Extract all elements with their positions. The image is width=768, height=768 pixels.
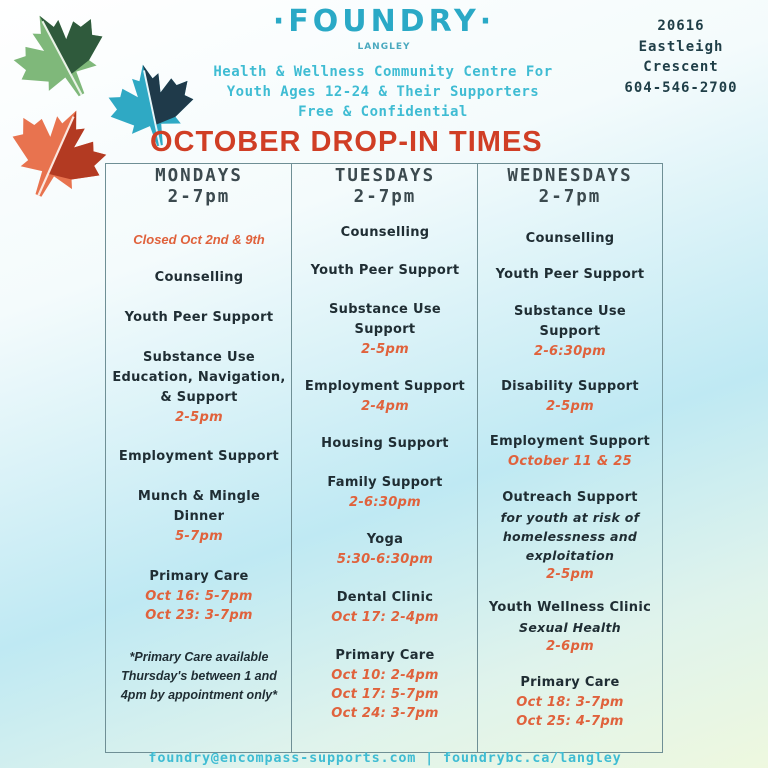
- tuesday-primary-label: Primary Care: [335, 648, 435, 663]
- tuesday-yoga-label: Yoga: [366, 532, 404, 547]
- wednesday-primary-label: Primary Care: [520, 675, 620, 690]
- brand-name: ·FOUNDRY·: [272, 4, 496, 39]
- tuesday-dental-clinic: [292, 588, 478, 627]
- address-block: [596, 16, 766, 98]
- monday-substance-line-2: Education, Navigation,: [112, 370, 286, 385]
- address-number: 20616: [657, 18, 705, 34]
- schedule-grid: [105, 163, 663, 753]
- phone-number: 604-546-2700: [624, 79, 738, 96]
- address-street-1: Eastleigh: [638, 38, 724, 55]
- tuesday-substance-time: 2-5pm: [361, 342, 409, 357]
- wednesday-outreach-time: 2-5pm: [546, 567, 594, 582]
- wednesday-outreach-line-2: homelessness and: [502, 529, 638, 544]
- monday-munch-mingle: [106, 487, 292, 546]
- monday-primary-label: Primary Care: [149, 569, 249, 584]
- wednesday-employment-time: October 11 & 25: [507, 454, 633, 469]
- monday-primary-note: [106, 648, 292, 705]
- wednesday-substance-line-1: Substance Use: [514, 304, 626, 319]
- footer-contact: foundry@encompass-supports.com | foundrybc.ca/langley: [148, 750, 622, 766]
- address-street-2: Crescent: [643, 59, 719, 75]
- tagline: [168, 62, 598, 122]
- tuesday-family-time: 2-6:30pm: [348, 495, 422, 510]
- wednesday-youth-wellness-clinic: [478, 598, 662, 656]
- tuesday-column: [291, 163, 478, 753]
- monday-primary-time-1: Oct 16: 5-7pm: [145, 589, 253, 604]
- tuesday-dental-label: Dental Clinic: [336, 590, 434, 605]
- wednesday-clinic-sub: Sexual Health: [519, 620, 621, 635]
- tuesday-family-support: [292, 473, 478, 512]
- tuesday-peer-support: Youth Peer Support: [310, 263, 460, 278]
- wednesday-substance-time: 2-6:30pm: [533, 344, 607, 359]
- wednesday-employment: [478, 432, 662, 471]
- wednesday-disability-label: Disability Support: [501, 379, 639, 394]
- monday-counselling: Counselling: [154, 270, 244, 285]
- tuesday-primary-time-2: Oct 17: 5-7pm: [331, 687, 439, 702]
- wednesday-day-label: WEDNESDAYS: [507, 166, 633, 186]
- monday-day-label: MONDAYS: [155, 166, 243, 186]
- monday-primary-time-2: Oct 23: 3-7pm: [145, 608, 253, 623]
- tuesday-dental-time: Oct 17: 2-4pm: [331, 610, 439, 625]
- monday-column: [105, 163, 292, 753]
- tuesday-substance-use: [292, 300, 478, 359]
- monday-primary-care: [106, 567, 292, 625]
- wednesday-hours: 2-7pm: [538, 187, 602, 207]
- wednesday-substance-line-2: Support: [539, 324, 601, 339]
- red-maple-leaf-icon: [2, 102, 110, 210]
- monday-munch-line-2: Dinner: [173, 509, 225, 524]
- wednesday-clinic-label: Youth Wellness Clinic: [488, 600, 652, 615]
- wednesday-counselling: Counselling: [525, 231, 615, 246]
- tuesday-substance-line-1: Substance Use: [329, 302, 441, 317]
- wednesday-employment-label: Employment Support: [489, 434, 651, 449]
- monday-closed-notice: Closed Oct 2nd & 9th: [133, 232, 265, 247]
- wednesday-disability-time: 2-5pm: [546, 399, 594, 414]
- monday-substance-line-3: & Support: [160, 390, 238, 405]
- wednesday-primary-time-2: Oct 25: 4-7pm: [516, 714, 624, 729]
- wednesday-primary-time-1: Oct 18: 3-7pm: [516, 695, 624, 710]
- brand-location: LANGLEY: [357, 42, 411, 52]
- tuesday-employment-label: Employment Support: [304, 379, 466, 394]
- tuesday-housing-support: Housing Support: [321, 436, 449, 451]
- tagline-line-2: Youth Ages 12-24 & Their Supporters: [226, 84, 540, 100]
- tagline-line-3: Free & Confidential: [298, 104, 468, 120]
- tuesday-counselling: Counselling: [340, 225, 430, 240]
- tuesday-day-label: TUESDAYS: [334, 166, 436, 186]
- wednesday-outreach-label: Outreach Support: [502, 490, 638, 505]
- tagline-line-1: Health & Wellness Community Centre For: [213, 64, 553, 80]
- monday-peer-support: Youth Peer Support: [124, 310, 274, 325]
- monday-substance-line-1: Substance Use: [143, 350, 255, 365]
- wednesday-disability-support: [478, 377, 662, 416]
- tuesday-hours: 2-7pm: [353, 187, 417, 207]
- green-maple-leaf-icon: [10, 6, 114, 110]
- tuesday-family-label: Family Support: [327, 475, 443, 490]
- tuesday-employment-time: 2-4pm: [361, 399, 409, 414]
- monday-munch-line-1: Munch & Mingle: [137, 489, 261, 504]
- wednesday-outreach-line-3: exploitation: [525, 548, 615, 563]
- wednesday-peer-support: Youth Peer Support: [495, 267, 645, 282]
- wednesday-primary-care: [478, 673, 662, 731]
- wednesday-column: [477, 163, 663, 753]
- wednesday-outreach-support: [478, 488, 662, 584]
- monday-note-line-2: Thursday's between 1 and: [121, 669, 277, 683]
- monday-substance-time: 2-5pm: [175, 410, 223, 425]
- monday-substance-use: [106, 348, 292, 427]
- tuesday-employment: [292, 377, 478, 416]
- monday-munch-time: 5-7pm: [175, 529, 223, 544]
- wednesday-clinic-time: 2-6pm: [546, 639, 594, 654]
- tuesday-yoga: [292, 530, 478, 569]
- wednesday-substance-use: [478, 302, 662, 361]
- tuesday-primary-time-3: Oct 24: 3-7pm: [331, 706, 439, 721]
- monday-hours: 2-7pm: [167, 187, 231, 207]
- tuesday-primary-time-1: Oct 10: 2-4pm: [331, 668, 439, 683]
- monday-note-line-1: *Primary Care available: [129, 650, 269, 664]
- brand-logo: [270, 4, 498, 52]
- tuesday-yoga-time: 5:30-6:30pm: [336, 552, 434, 567]
- monday-note-line-3: 4pm by appointment only*: [120, 688, 278, 702]
- tuesday-substance-line-2: Support: [354, 322, 416, 337]
- page-title: OCTOBER DROP-IN TIMES: [150, 126, 543, 158]
- monday-employment-support: Employment Support: [118, 449, 280, 464]
- wednesday-outreach-line-1: for youth at risk of: [500, 510, 640, 525]
- tuesday-primary-care: [292, 646, 478, 723]
